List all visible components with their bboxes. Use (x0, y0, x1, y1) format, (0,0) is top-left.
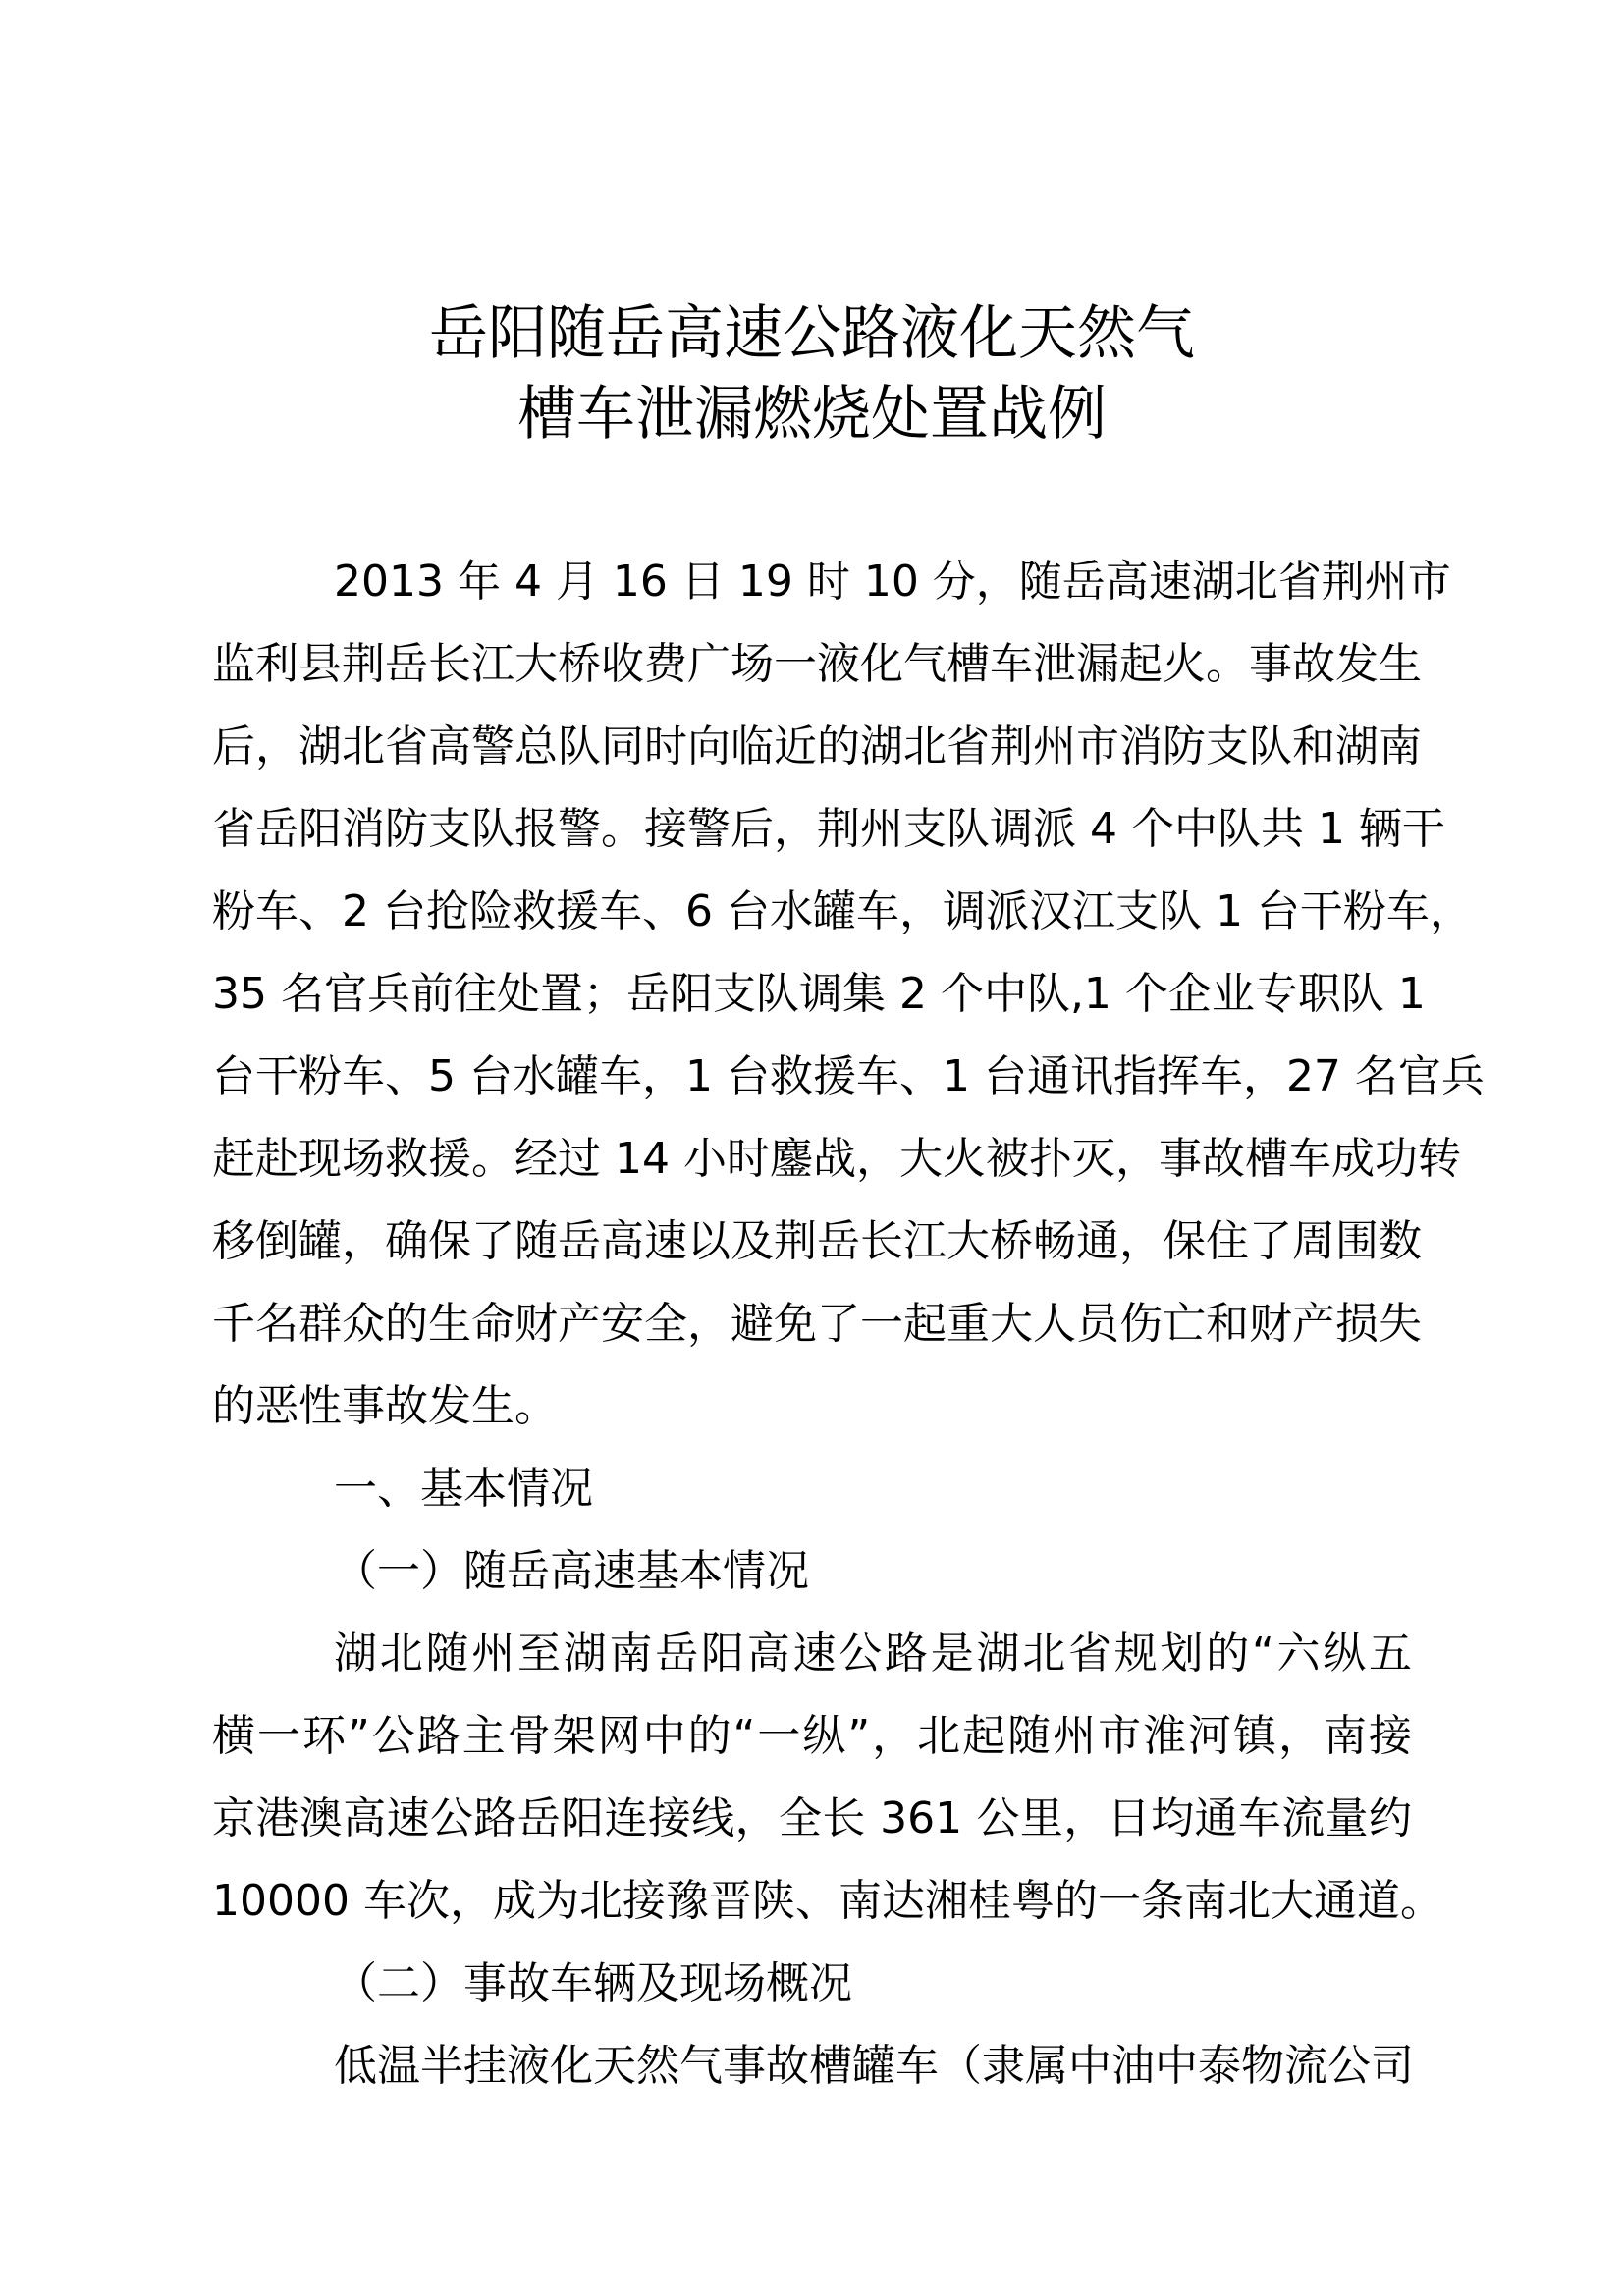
text-line: 湖北随州至湖南岳阳高速公路是湖北省规划的“六纵五 (334, 1629, 1412, 1679)
text-line: （一）随岳高速基本情况 (334, 1546, 809, 1596)
document-title-line-1: 岳阳随岳高速公路液化天然气 (429, 299, 1195, 368)
text-line: 监利县荆岳长江大桥收费广场一液化气槽车泄漏起火。事故发生 (212, 639, 1422, 689)
text-line: 35 名官兵前往处置；岳阳支队调集 2 个中队,1 个企业专职队 1 (212, 969, 1426, 1019)
text-line: 的恶性事故发生。 (212, 1381, 558, 1431)
text-line: 台干粉车、5 台水罐车，1 台救援车、1 台通讯指挥车，27 名官兵 (212, 1051, 1485, 1101)
text-line: 2013 年 4 月 16 日 19 时 10 分，随岳高速湖北省荆州市 (334, 557, 1451, 607)
text-line: （二）事故车辆及现场概况 (334, 1958, 852, 2008)
text-line: 千名群众的生命财产安全，避免了一起重大人员伤亡和财产损失 (212, 1299, 1422, 1349)
text-line: 省岳阳消防支队报警。接警后，荆州支队调派 4 个中队共 1 辆干 (212, 804, 1445, 854)
text-line: 10000 车次，成为北接豫晋陕、南达湘桂粤的一条南北大通道。 (212, 1876, 1443, 1926)
text-line: 低温半挂液化天然气事故槽罐车（隶属中油中泰物流公司 (334, 2041, 1414, 2091)
text-line: 移倒罐，确保了随岳高速以及荆岳长江大桥畅通，保住了周围数 (212, 1216, 1422, 1266)
text-line: 京港澳高速公路岳阳连接线，全长 361 公里，日均通车流量约 (212, 1793, 1412, 1843)
document-title-line-2: 槽车泄漏燃烧处置战例 (517, 380, 1107, 449)
text-line: 后，湖北省高警总队同时向临近的湖北省荆州市消防支队和湖南 (212, 721, 1422, 772)
text-line: 横一环”公路主骨架网中的“一纵”，北起随州市淮河镇，南接 (212, 1711, 1412, 1761)
text-line: 粉车、2 台抢险救援车、6 台水罐车，调派汉江支队 1 台干粉车， (212, 886, 1473, 936)
text-line: 赶赴现场救援。经过 14 小时鏖战，大火被扑灭，事故槽车成功转 (212, 1134, 1461, 1184)
text-line: 一、基本情况 (334, 1464, 593, 1514)
